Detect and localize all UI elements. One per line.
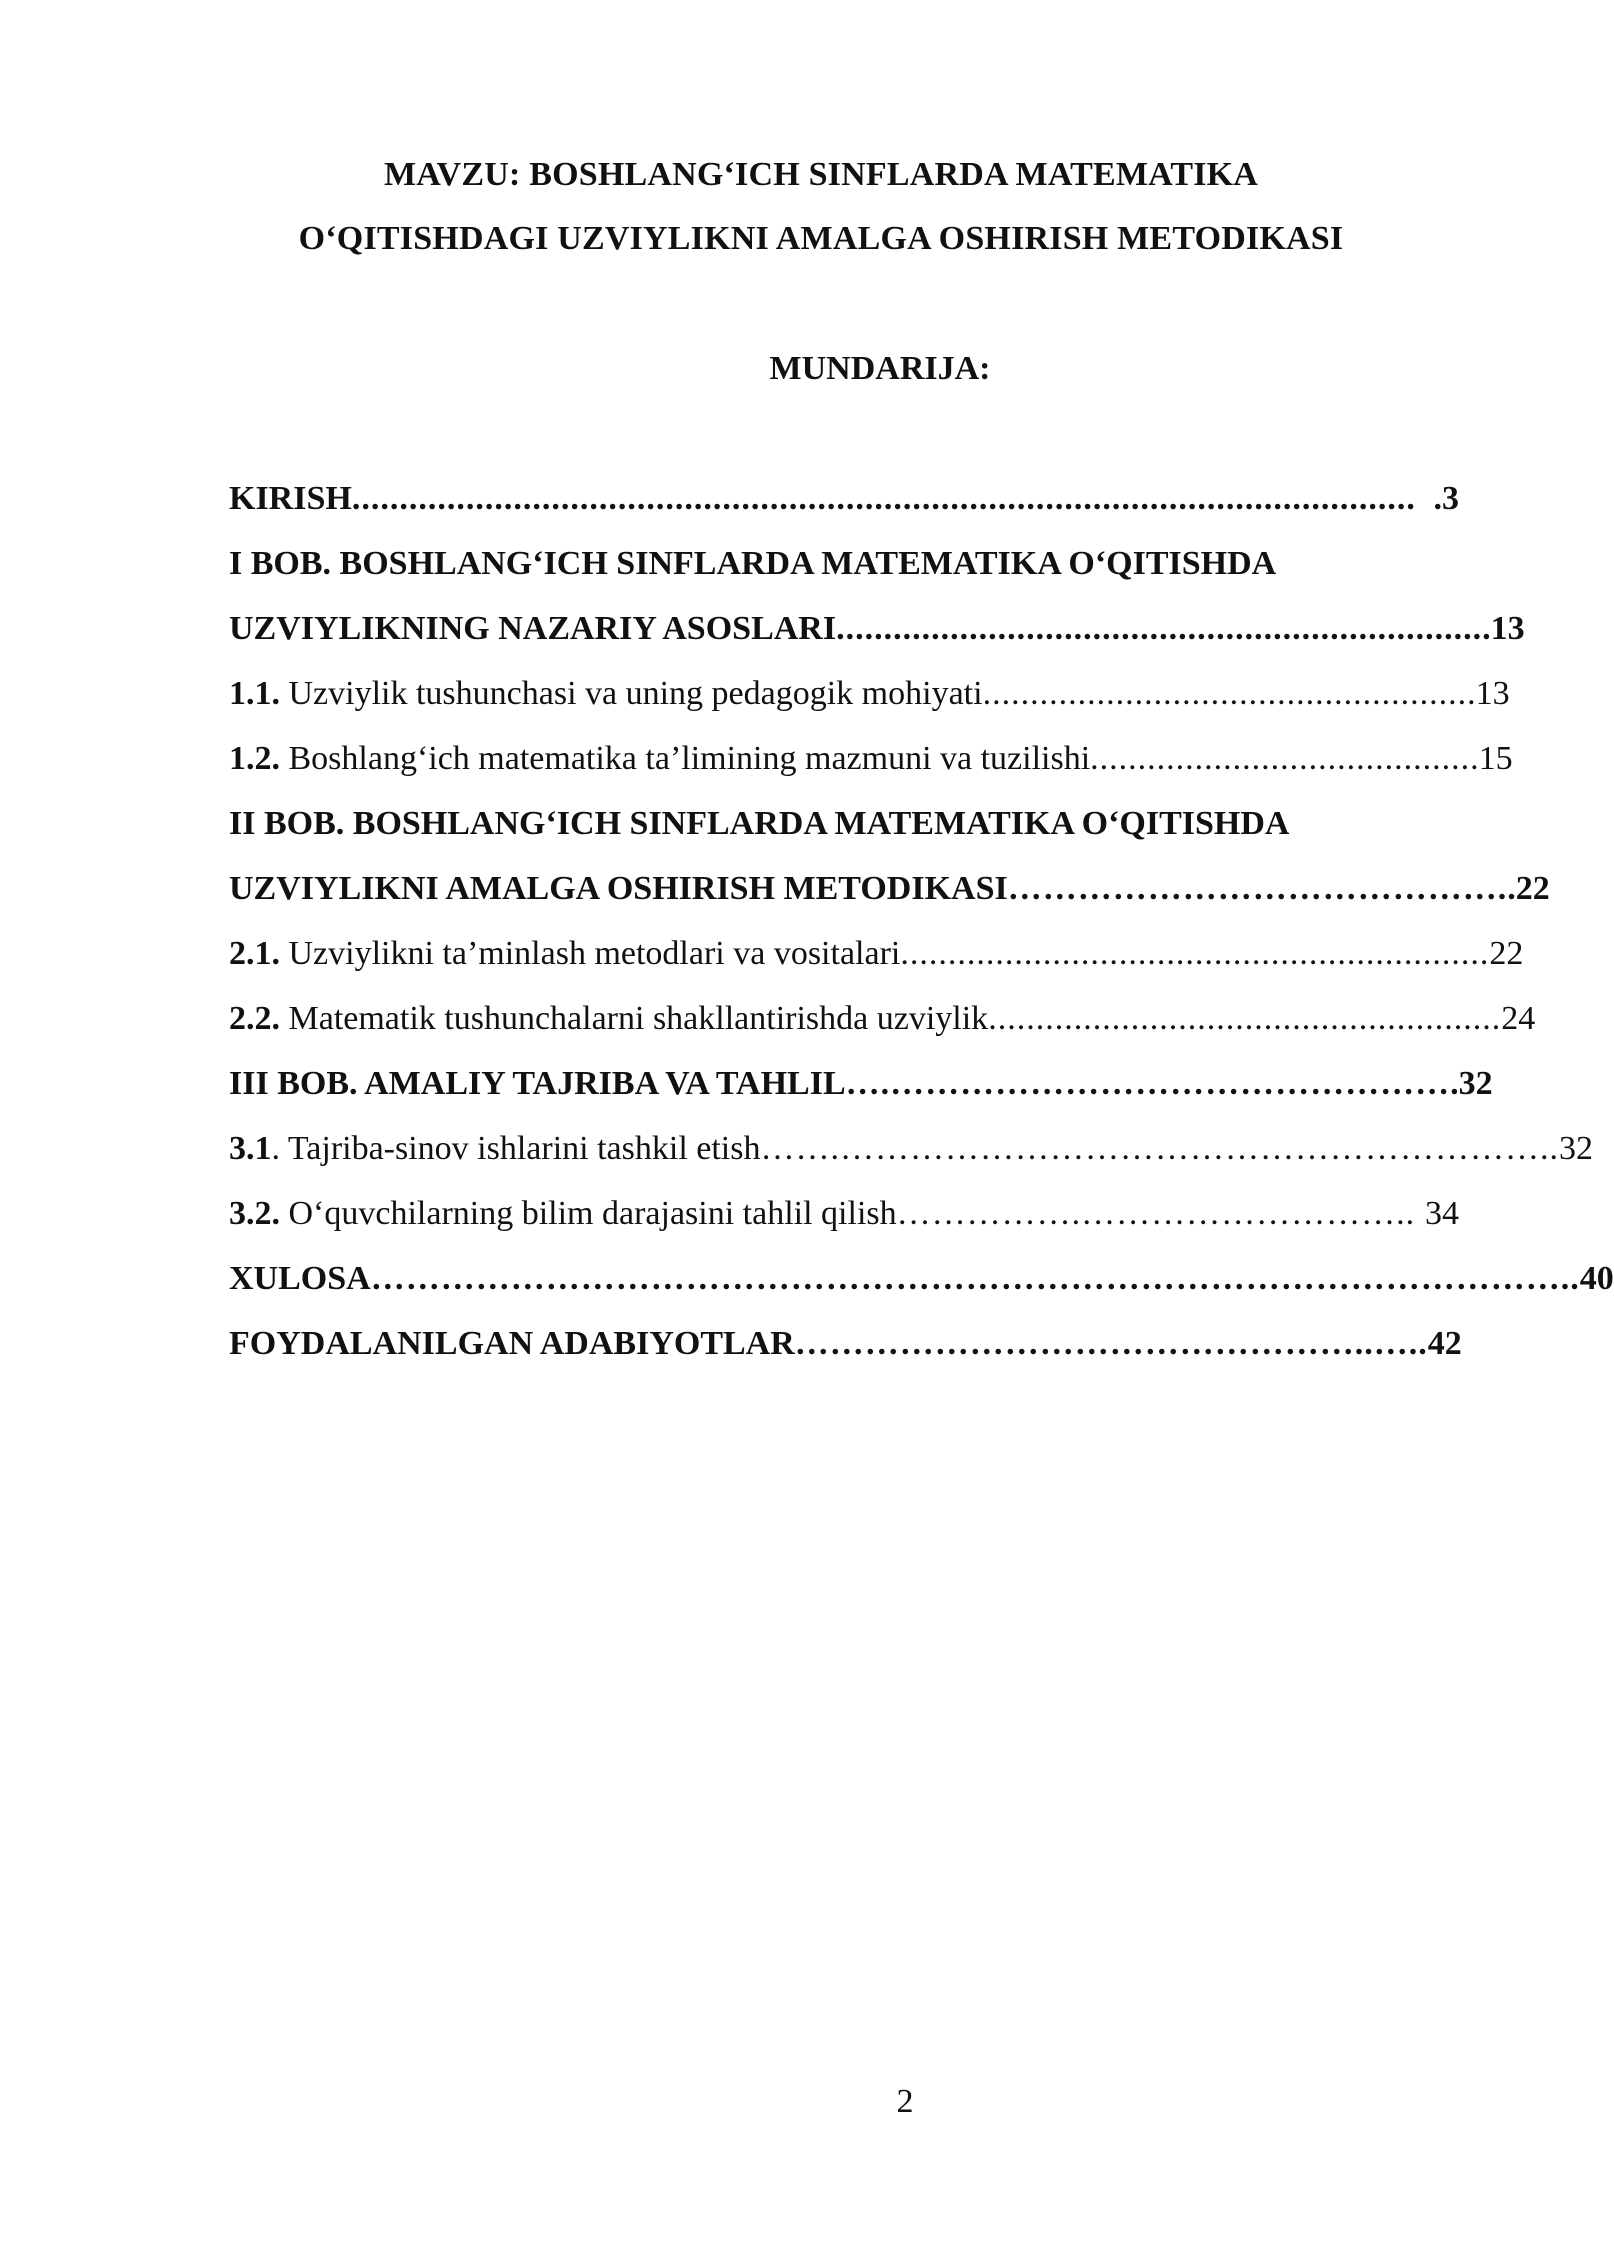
toc-entry-text: UZVIYLIKNI AMALGA OSHIRISH METODIKASI xyxy=(229,870,1008,907)
toc-entry xyxy=(229,1124,1593,1189)
toc-entry-text: I BOB. BOSHLANG‘ICH SINFLARDA MATEMATIKA O‘QITISHDA xyxy=(229,545,1277,582)
toc-entry xyxy=(229,604,1525,669)
toc-entry-title xyxy=(229,1254,371,1304)
toc-entry xyxy=(229,734,1513,799)
toc-entry-leader: ................................................... xyxy=(982,675,1468,712)
toc-entry-number: 3.1 xyxy=(229,1130,272,1167)
toc-entry-page: .15 xyxy=(1470,740,1513,777)
toc-entry-leader: ………………………………………………………………………………………….. xyxy=(370,1260,1580,1297)
toc-entry-title xyxy=(229,669,983,719)
toc-entry-title xyxy=(229,1189,897,1239)
toc-heading: MUNDARIJA: xyxy=(769,350,991,387)
toc-entry-number: 2.1. xyxy=(229,935,280,972)
toc-entry-leader: ….………………………………………… xyxy=(845,1065,1451,1102)
toc-entry xyxy=(229,929,1524,994)
page-number: 2 xyxy=(896,2083,914,2120)
toc-entry-page: 22 xyxy=(1489,935,1524,972)
toc-entry xyxy=(229,1254,1614,1319)
toc-entry-number: 2.2. xyxy=(229,1000,280,1037)
toc-entry-text: Uzviylik tushunchasi va uning pedagogik mohiyati xyxy=(280,675,983,712)
toc-entry-leader: ........................................ xyxy=(1090,740,1471,777)
toc-entry-leader: ……………………………………. xyxy=(1007,870,1508,907)
toc-entry-text: Boshlang‘ich matematika ta’limining mazmuni va tuzilishi xyxy=(280,740,1091,777)
toc-entry-text: UZVIYLIKNING NAZARIY ASOSLARI xyxy=(229,610,837,647)
toc-entry-leader: ................................................................................................................ xyxy=(351,480,1416,517)
toc-entry-page: 42 xyxy=(1427,1325,1462,1362)
toc-entry-title xyxy=(229,474,352,524)
toc-entry-page: 24 xyxy=(1501,1000,1536,1037)
toc-entry-title xyxy=(229,604,836,654)
toc-entry-text: III BOB. AMALIY TAJRIBA VA TAHLIL xyxy=(229,1065,846,1102)
toc-entry-text: XULOSA xyxy=(229,1260,371,1297)
toc-entry-page: .13 xyxy=(1467,675,1510,712)
toc-entry xyxy=(229,539,1459,604)
toc-entry-title xyxy=(229,929,900,979)
toc-entry-text: FOYDALANILGAN ADABIYOTLAR xyxy=(229,1325,795,1362)
toc-entry-page: .3 xyxy=(1433,480,1459,517)
toc-entry-page: .32 xyxy=(1450,1065,1493,1102)
toc-entry-page: 34 xyxy=(1425,1195,1459,1232)
toc-entry-text: O‘quvchilarning bilim darajasini tahlil qilish xyxy=(280,1195,897,1232)
document-title-line-2: O‘QITISHDAGI UZVIYLIKNI AMALGA OSHIRISH METODIKASI xyxy=(298,220,1344,257)
toc-entry xyxy=(229,864,1550,929)
toc-entry-title xyxy=(229,1059,846,1109)
toc-entry-title xyxy=(229,734,1090,784)
toc-entry-leader: …………….……………………….. xyxy=(896,1195,1416,1232)
toc-entry-number: 3.2. xyxy=(229,1195,280,1232)
toc-entry xyxy=(229,1189,1459,1254)
toc-entry-leader: .............................................................. xyxy=(900,935,1490,972)
toc-entry-text: . Tajriba-sinov ishlarini tashkil etish xyxy=(271,1130,761,1167)
toc-entry-leader: …….…………………………………………………….. xyxy=(760,1130,1559,1167)
toc-entry xyxy=(229,474,1459,539)
toc-entry-text: Matematik tushunchalarni shakllantirishda uzviylik xyxy=(280,1000,989,1037)
table-of-contents xyxy=(229,474,1614,1384)
toc-entry xyxy=(229,1319,1462,1384)
toc-entry-number: 1.1. xyxy=(229,675,280,712)
toc-entry xyxy=(229,669,1510,734)
toc-entry-leader: .................................................................... xyxy=(836,610,1483,647)
toc-entry xyxy=(229,994,1536,1059)
toc-entry-page: .22 xyxy=(1507,870,1550,907)
toc-entry xyxy=(229,799,1459,864)
toc-entry-title xyxy=(229,1319,795,1369)
toc-entry-leader: ...................................................... xyxy=(988,1000,1502,1037)
toc-entry-number: 1.2. xyxy=(229,740,280,777)
toc-entry-text: KIRISH xyxy=(229,480,352,517)
toc-entry-title xyxy=(229,994,988,1044)
document-title-line-1: MAVZU: BOSHLANG‘ICH SINFLARDA MATEMATIKA xyxy=(383,156,1259,193)
toc-entry-title xyxy=(229,539,1276,589)
toc-entry-title xyxy=(229,864,1008,914)
toc-entry-text: Uzviylikni ta’minlash metodlari va vositalari xyxy=(280,935,901,972)
toc-entry-text: II BOB. BOSHLANG‘ICH SINFLARDA MATEMATIKA O‘QITISHDA xyxy=(229,805,1290,842)
toc-entry-page: 32 xyxy=(1558,1130,1593,1167)
toc-entry-page: .13 xyxy=(1482,610,1525,647)
toc-entry-page: 40 xyxy=(1579,1260,1614,1297)
toc-entry-leader: …………………………………………..….. xyxy=(794,1325,1428,1362)
toc-entry-title xyxy=(229,799,1289,849)
toc-entry xyxy=(229,1059,1493,1124)
toc-entry-title xyxy=(229,1124,760,1174)
